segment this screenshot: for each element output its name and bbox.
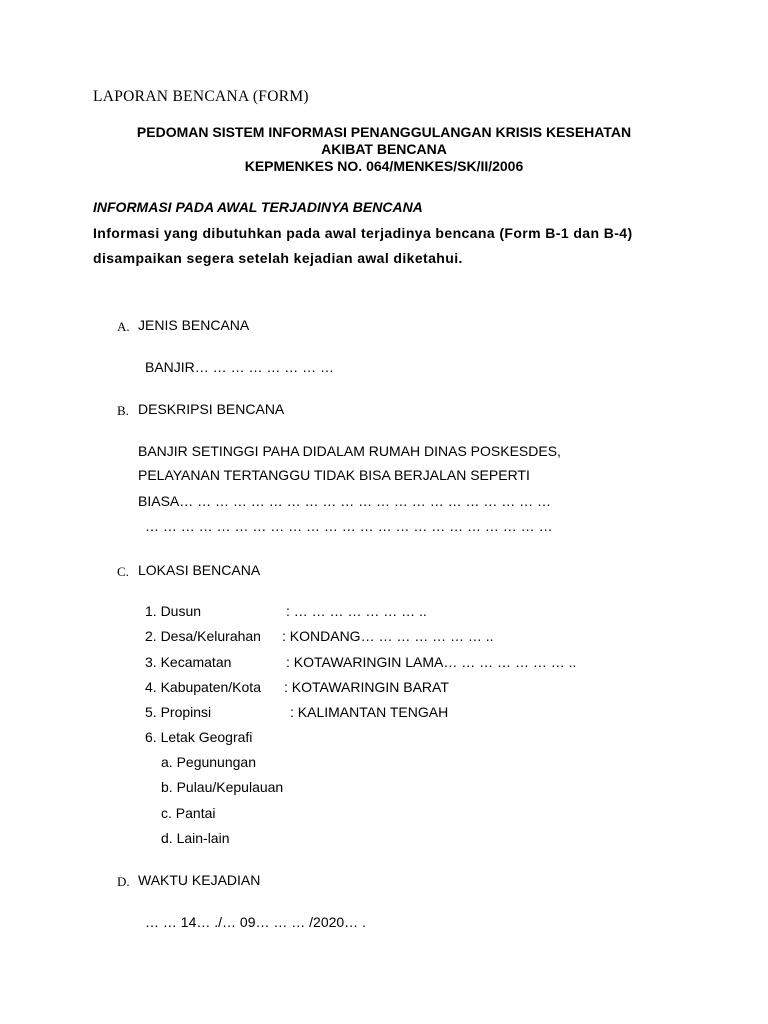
- section-d-label: WAKTU KEJADIAN: [138, 872, 261, 888]
- section-b-line-1: BANJIR SETINGGI PAHA DIDALAM RUMAH DINAS POSKESDES,: [138, 443, 561, 459]
- geo-option-c: c. Pantai: [161, 805, 216, 821]
- heading-line-2: AKIBAT BENCANA: [321, 141, 447, 157]
- dusun-label: 1. Dusun: [145, 603, 202, 619]
- section-c-letter: C.: [117, 564, 129, 579]
- geo-option-a: a. Pegunungan: [161, 754, 256, 770]
- section-a-value: BANJIR… … … … … … … …: [145, 359, 335, 375]
- section-b-letter: B.: [117, 403, 129, 418]
- section-b-line-4: … … … … … … … … … … … … … … … … … … … … … … …: [145, 518, 553, 534]
- propinsi-label: 5. Propinsi: [145, 704, 212, 720]
- dusun-value: : … … … … … … … ..: [286, 603, 427, 619]
- propinsi-value: : KALIMANTAN TENGAH: [290, 704, 449, 720]
- geo-option-d: d. Lain-lain: [161, 830, 230, 846]
- document-title: LAPORAN BENCANA (FORM): [93, 88, 309, 105]
- heading-line-1: PEDOMAN SISTEM INFORMASI PENANGGULANGAN KRISIS KESEHATAN: [136, 124, 632, 140]
- intro-subtitle: INFORMASI PADA AWAL TERJADINYA BENCANA: [93, 199, 423, 215]
- section-a-letter: A.: [117, 319, 130, 334]
- section-b-line-2: PELAYANAN TERTANGGU TIDAK BISA BERJALAN SEPERTI: [138, 467, 530, 483]
- desa-label: 2. Desa/Kelurahan: [145, 628, 261, 644]
- section-b-line-3: BIASA… … … … … … … … … … … … … … … … … … … … …: [138, 493, 552, 509]
- section-b-label: DESKRIPSI BENCANA: [138, 401, 285, 417]
- kabupaten-value: : KOTAWARINGIN BARAT: [284, 679, 449, 695]
- section-d-value: … … 14… ./… 09… … … /2020… .: [145, 914, 366, 930]
- section-d-letter: D.: [117, 874, 130, 889]
- desa-value: : KONDANG… … … … … … … ..: [282, 628, 494, 644]
- kecamatan-label: 3. Kecamatan: [145, 654, 232, 670]
- kecamatan-value: : KOTAWARINGIN LAMA… … … … … … … ..: [286, 654, 577, 670]
- geo-label: 6. Letak Geografi: [145, 729, 253, 745]
- kabupaten-label: 4. Kabupaten/Kota: [145, 679, 261, 695]
- geo-option-b: b. Pulau/Kepulauan: [161, 779, 284, 795]
- heading-line-3: KEPMENKES NO. 064/MENKES/SK/II/2006: [244, 158, 524, 174]
- intro-line-1: Informasi yang dibutuhkan pada awal terjadinya bencana (Form B-1 dan B-4): [93, 225, 633, 241]
- section-a-label: JENIS BENCANA: [138, 317, 250, 333]
- section-c-label: LOKASI BENCANA: [138, 562, 261, 578]
- intro-line-2: disampaikan segera setelah kejadian awal diketahui.: [93, 250, 463, 266]
